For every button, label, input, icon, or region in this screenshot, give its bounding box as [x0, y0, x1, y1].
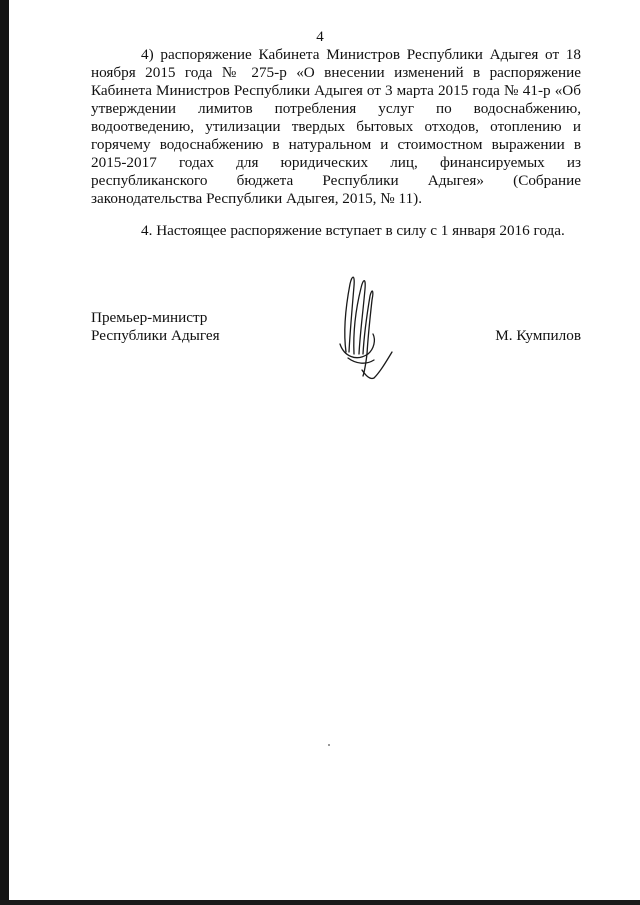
page-number: 4 — [316, 29, 324, 45]
paragraph-item-4: 4) распоряжение Кабинета Министров Республики Адыгея от 18 ноября 2015 года № 275-р «О внесении изменений в распоряжение Кабинета Министров Республики Адыгея от 3 марта 2015 года № 41-р «Об утверждении лимитов потребления услуг по водоснабжению, водоотведению, утилизации твердых бытовых отходов, отоплению и горячему водоснабжению в натуральном и стоимостном выражении в 2015-2017 годах для юридических лиц, финансируемых из республиканского бюджета Республики Адыгея» (Собрание законодательства Республики Адыгея, 2015, № 11). — [91, 46, 581, 207]
position-title: Премьер-министр — [91, 309, 208, 326]
signatory-position — [91, 309, 220, 345]
signer-name: М. Кумпилов — [495, 327, 581, 344]
scan-speck — [328, 744, 330, 746]
handwritten-signature — [326, 270, 396, 385]
effective-date-paragraph: 4. Настоящее распоряжение вступает в силу с 1 января 2016 года. — [141, 222, 565, 239]
scan-border-left — [0, 0, 9, 905]
scan-border-bottom — [0, 900, 640, 905]
position-region: Республики Адыгея — [91, 327, 220, 344]
